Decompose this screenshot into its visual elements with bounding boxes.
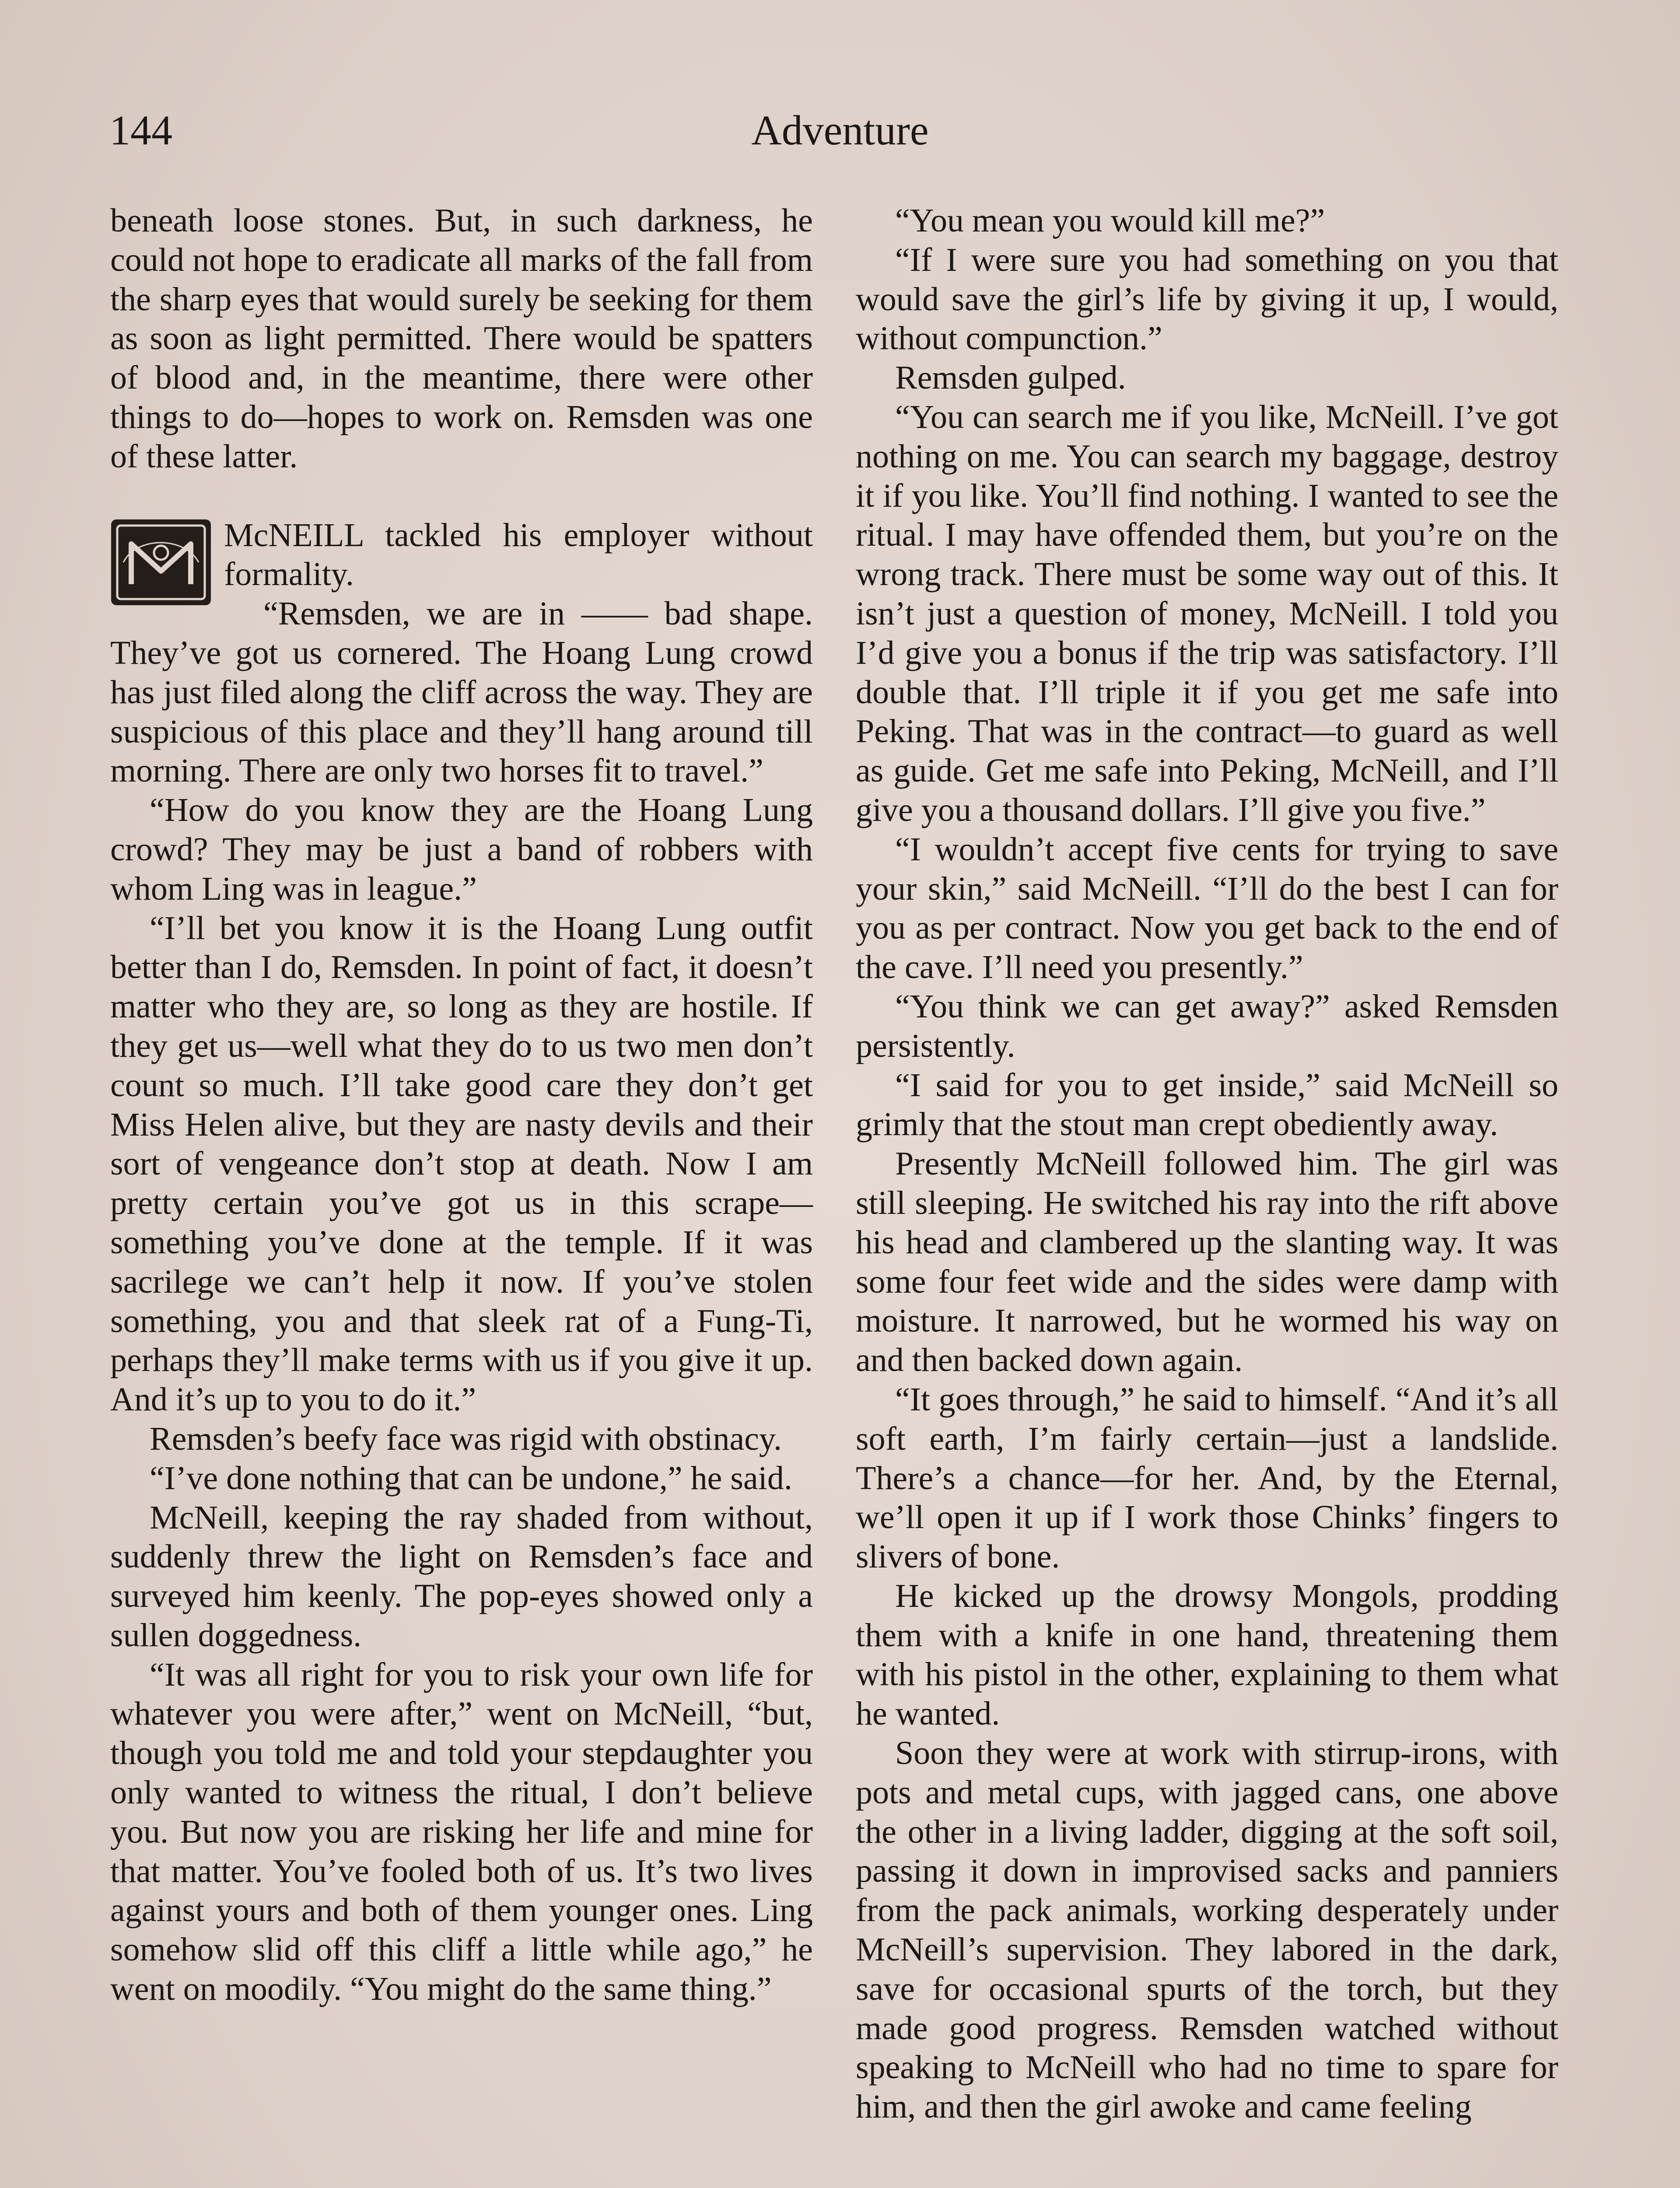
paragraph: Remsden’s beefy face was rigid with obstinacy. (150, 1420, 782, 1457)
paragraph: “I’ll bet you know it is the Hoang Lung outfit better than I do, Remsden. In point of fact, it doesn’t matter who they are, so long as they are hostile. If they get us—well what they do to us two men don’t count so much. I’ll take good care they don’t get Miss Helen alive, but they are nasty devils and their sort of vengeance don’t stop at death. Now I am pretty certain you’ve got us in this scrape—something you’ve done at the temple. If it was sacrilege we can’t help it now. If you’ve stolen something, you and that sleek rat of a Fung-Ti, perhaps they’ll make terms with us if you give it up. And it’s up to you to do it.” (110, 909, 813, 1418)
paragraph: “It was all right for you to risk your own life for whatever you were after,” went on McNeill, “but, though you told me and told your stepdaughter you only wanted to witness the ritual, I don’t believe you. But now you are risking her life and mine for that matter. You’ve fooled both of us. It’s two lives against yours and both of them younger ones. Ling somehow slid off this cliff a little while ago,” he went on moodily. “You might do the same thing.” (110, 1656, 813, 2008)
left-column (110, 201, 813, 2009)
paragraph: “It goes through,” he said to himself. “And it’s all soft earth, I’m fairly certain—just a landslide. There’s a chance—for her. And, by the Eternal, we’ll open it up if I work those Chinks’ fingers to slivers of bone. (856, 1381, 1558, 1575)
right-column (856, 201, 1558, 2127)
paragraph: “I said for you to get inside,” said McNeill so grimly that the stout man crept obediently away. (856, 1066, 1558, 1143)
paragraph: Presently McNeill followed him. The girl was still sleeping. He switched his ray into the rift above his head and clambered up the slanting way. It was some four feet wide and the sides were damp with moisture. It narrowed, but he wormed his way on and then backed down again. (856, 1145, 1558, 1379)
paragraph: “You think we can get away?” asked Remsden persistently. (856, 988, 1558, 1064)
paragraph: “You can search me if you like, McNeill. I’ve got nothing on me. You can search my baggage, destroy it if you like. You’ll find nothing. I wanted to see the ritual. I may have offended them, but you’re on the wrong track. There must be some way out of this. It isn’t just a question of money, McNeill. I told you I’d give you a bonus if the trip was satisfactory. I’ll double that. I’ll triple it if you get me safe into Peking. That was in the contract—to guard as well as guide. Get me safe into Peking, McNeill, and I’ll give you a thousand dollars. I’ll give you five.” (856, 398, 1558, 828)
paragraph: “I wouldn’t accept five cents for trying to save your skin,” said McNeill. “I’ll do the best I can for you as per contract. Now you get back to the end of the cave. I’ll need you presently.” (856, 831, 1558, 986)
paragraph: McNeill, keeping the ray shaded from without, suddenly threw the light on Remsden’s face and surveyed him keenly. The pop-eyes showed only a sullen doggedness. (110, 1499, 813, 1654)
opening-line: McNEILL tackled his employer without formality. (224, 516, 813, 593)
paragraph: Remsden gulped. (895, 359, 1126, 396)
paragraph: “I’ve done nothing that can be undone,” he said. (150, 1459, 792, 1497)
paragraph: He kicked up the drowsy Mongols, prodding them with a knife in one hand, threatening them with his pistol in the other, explaining to them what he wanted. (856, 1577, 1558, 1732)
paragraph: Soon they were at work with stirrup-irons, with pots and metal cups, with jagged cans, one above the other in a living ladder, digging at the soft soil, passing it down in improvised sacks and panniers from the pack animals, working desperately under McNeill’s supervision. They labored in the dark, save for occasional spurts of the torch, but they made good progress. Remsden watched without speaking to McNeill who had no time to spare for him, and then the girl awoke and came feeling (856, 1735, 1558, 2125)
page-number: 144 (109, 107, 172, 154)
paragraph: beneath loose stones. But, in such darkness, he could not hope to eradicate all marks of the fall from the sharp eyes that would surely be seeking for them as soon as light permitted. There would be spatters of blood and, in the meantime, there were other things to do—hopes to work on. Remsden was one of these latter. (110, 202, 813, 475)
paragraph: “If I were sure you had something on you that would save the girl’s life by giving it up, I would, without compunction.” (856, 241, 1558, 357)
running-title: Adventure (751, 107, 929, 154)
page-header (109, 100, 1571, 161)
paragraph-dropcap (110, 516, 813, 595)
paragraph: “Remsden, we are in —— bad shape. They’ve got us cornered. The Hoang Lung crowd has just filed along the cliff across the way. They are suspicious of this place and they’ll hang around till morning. There are only two horses fit to travel.” (110, 595, 813, 789)
ornamental-initial-m-icon (110, 519, 212, 606)
paragraph: “How do you know they are the Hoang Lung crowd? They may be just a band of robbers with whom Ling was in league.” (110, 792, 813, 907)
paragraph: “You mean you would kill me?” (895, 202, 1325, 239)
